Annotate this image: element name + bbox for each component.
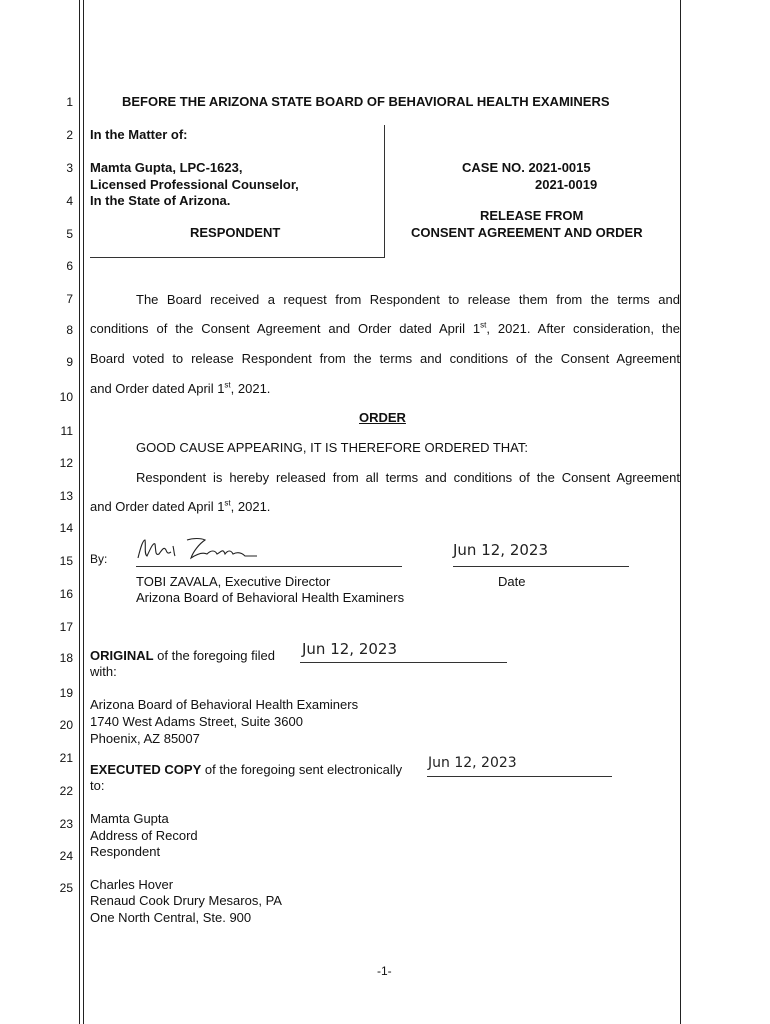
party-state: In the State of Arizona. xyxy=(90,193,231,208)
document-title-line1: RELEASE FROM xyxy=(480,208,584,223)
line-number: 18 xyxy=(59,651,73,665)
line-number: 19 xyxy=(59,686,73,700)
signature-line xyxy=(136,566,402,567)
line-number: 3 xyxy=(66,161,73,175)
original-with: with: xyxy=(90,664,117,679)
left-margin-rule-inner xyxy=(83,0,84,1024)
left-margin-rule-outer xyxy=(79,0,80,1024)
in-the-matter-label: In the Matter of: xyxy=(90,127,188,142)
body-para1-line1: The Board received a request from Respondent to release them from the terms and xyxy=(136,292,680,307)
board-address-city: Phoenix, AZ 85007 xyxy=(90,731,200,746)
line-number: 22 xyxy=(59,784,73,798)
line-number: 5 xyxy=(66,227,73,241)
line-number: 21 xyxy=(59,751,73,765)
line-number: 1 xyxy=(66,95,73,109)
party-name: Mamta Gupta, LPC-1623, xyxy=(90,160,243,175)
executed-copy-line: EXECUTED COPY of the foregoing sent electronically xyxy=(90,762,403,777)
right-margin-rule xyxy=(680,0,681,1024)
line-number: 7 xyxy=(66,292,73,306)
respondent-role: Respondent xyxy=(90,844,161,859)
line-number: 11 xyxy=(60,424,73,438)
board-address-name: Arizona Board of Behavioral Health Examiners xyxy=(90,697,359,712)
body-para2-line2: and Order dated April 1st, 2021. xyxy=(90,498,271,514)
executed-date-line xyxy=(427,776,612,777)
line-number: 23 xyxy=(59,817,73,831)
date-line xyxy=(453,566,629,567)
court-header: BEFORE THE ARIZONA STATE BOARD OF BEHAVIORAL HEALTH EXAMINERS xyxy=(122,94,610,109)
signer-organization: Arizona Board of Behavioral Health Examiners xyxy=(136,590,405,605)
line-number: 6 xyxy=(66,259,73,273)
line-number: 12 xyxy=(59,456,73,470)
line-number: 25 xyxy=(59,881,73,895)
line-number: 9 xyxy=(66,355,73,369)
body-para1-line4: and Order dated April 1st, 2021. xyxy=(90,380,271,396)
case-number-2: 2021-0019 xyxy=(535,177,598,192)
line-number: 17 xyxy=(59,620,73,634)
board-address-street: 1740 West Adams Street, Suite 3600 xyxy=(90,714,303,729)
line-number: 15 xyxy=(59,554,73,568)
counsel-address: One North Central, Ste. 900 xyxy=(90,910,252,925)
original-date-line xyxy=(300,662,507,663)
executed-copy-to: to: xyxy=(90,778,105,793)
body-para1-line3: Board voted to release Respondent from the terms and conditions of the Consent Agreement xyxy=(90,351,680,366)
original-filed-date: Jun 12, 2023 xyxy=(302,640,398,658)
line-number: 10 xyxy=(59,390,73,404)
caption-divider-vertical xyxy=(384,125,385,258)
party-license: Licensed Professional Counselor, xyxy=(90,177,299,192)
executed-copy-date: Jun 12, 2023 xyxy=(428,755,517,771)
order-heading: ORDER xyxy=(359,410,406,425)
document-title-line2: CONSENT AGREEMENT AND ORDER xyxy=(411,225,643,240)
signer-name: TOBI ZAVALA, Executive Director xyxy=(136,574,331,589)
line-number: 2 xyxy=(66,128,73,142)
respondent-label: RESPONDENT xyxy=(190,225,281,240)
line-number: 20 xyxy=(59,718,73,732)
line-number: 4 xyxy=(66,194,73,208)
page-number: -1- xyxy=(377,964,392,978)
counsel-name: Charles Hover xyxy=(90,877,174,892)
respondent-address: Address of Record xyxy=(90,828,198,843)
body-para1-line2: conditions of the Consent Agreement and Order dated April 1st, 2021. After consideration, the xyxy=(90,320,680,336)
line-number: 8 xyxy=(66,323,73,337)
date-label: Date xyxy=(498,574,526,589)
caption-divider-bottom xyxy=(90,257,385,258)
handwritten-signature xyxy=(135,534,260,564)
line-number: 16 xyxy=(59,587,73,601)
good-cause-line: GOOD CAUSE APPEARING, IT IS THEREFORE ORDERED THAT: xyxy=(136,440,528,455)
signature-date: Jun 12, 2023 xyxy=(453,541,549,559)
line-number: 14 xyxy=(59,521,73,535)
respondent-name: Mamta Gupta xyxy=(90,811,169,826)
body-para2-line1: Respondent is hereby released from all terms and conditions of the Consent Agreement xyxy=(136,470,680,485)
line-number: 13 xyxy=(59,489,73,503)
by-label: By: xyxy=(90,552,108,566)
case-number: CASE NO. 2021-0015 xyxy=(462,160,591,175)
line-number: 24 xyxy=(59,849,73,863)
original-filed-line: ORIGINAL of the foregoing filed xyxy=(90,648,275,663)
counsel-firm: Renaud Cook Drury Mesaros, PA xyxy=(90,893,282,908)
